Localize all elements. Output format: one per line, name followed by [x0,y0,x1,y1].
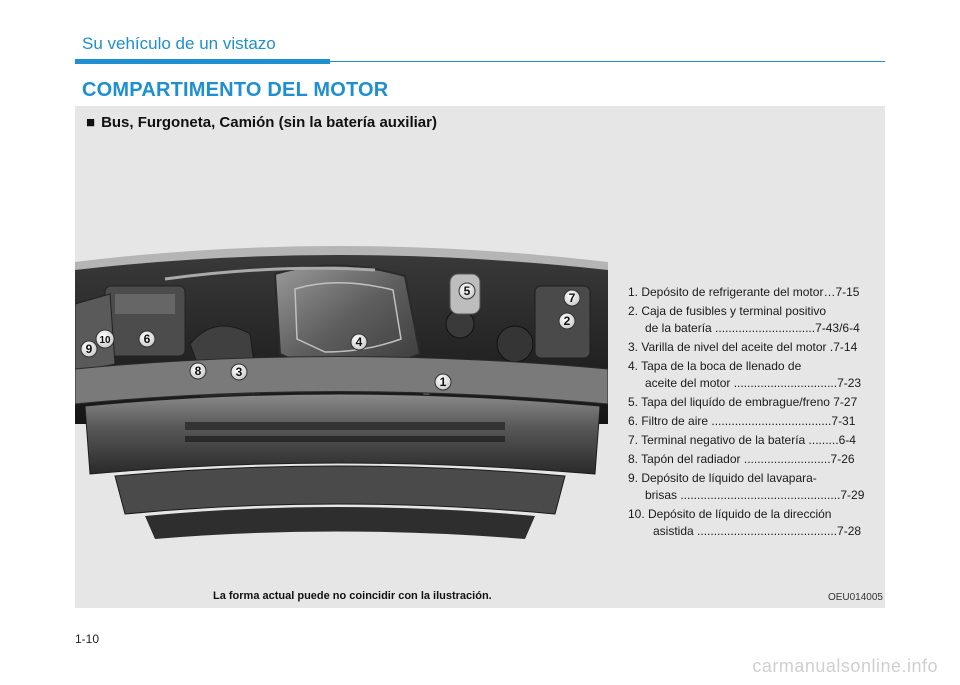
component-legend [628,284,880,542]
legend-item-text: 1. Depósito de refrigerante del motor…7-15 [628,285,860,299]
legend-item [628,358,880,392]
legend-item [628,413,880,430]
figure-subheading [86,114,437,131]
legend-item-text: 2. Caja de fusibles y terminal positivo [628,304,827,318]
watermark: carmanualsonline.info [752,656,938,676]
callout-8 [190,363,206,379]
callout-3 [231,364,247,380]
header-rule-thin [330,61,885,62]
svg-text:1: 1 [439,375,447,389]
svg-text:2: 2 [563,314,571,328]
section-title: Su vehículo de un vistazo [82,34,276,53]
legend-item [628,451,880,468]
callout-4 [351,334,367,350]
legend-item [628,303,880,337]
callout-9 [81,341,97,357]
figure-code: OEU014005 [827,592,883,603]
legend-item-text: 9. Depósito de líquido del lavapara- [628,471,817,485]
legend-item [628,470,880,504]
legend-item [628,339,880,356]
header-rule-thick [75,59,330,64]
svg-text:10: 10 [99,335,111,346]
svg-text:3: 3 [235,365,243,379]
legend-item-text-cont: asistida ..........................................7-28 [653,524,862,538]
svg-text:5: 5 [463,284,471,298]
page-heading: COMPARTIMENTO DEL MOTOR [82,79,389,101]
legend-item [628,394,880,411]
legend-item-text-cont: aceite del motor ...............................7-23 [645,376,862,390]
legend-item [628,432,880,449]
figure-panel [75,106,885,608]
svg-text:9: 9 [85,342,93,356]
callout-2 [559,313,575,329]
svg-text:4: 4 [355,335,363,349]
callout-10 [96,330,114,348]
svg-text:8: 8 [194,364,202,378]
legend-item-text: 10. Depósito de líquido de la dirección [628,507,832,521]
legend-item-text: 8. Tapón del radiador ..........................7-26 [628,452,855,466]
legend-item [628,506,880,540]
legend-item-text: 7. Terminal negativo de la batería .........6-4 [628,433,856,447]
page-number: 1-10 [75,632,100,646]
legend-item-text: 3. Varilla de nivel del aceite del motor .7-14 [628,340,858,354]
legend-item-text-cont: de la batería ..............................7-43/6-4 [645,321,860,335]
callout-5 [459,283,475,299]
svg-text:7: 7 [568,291,576,305]
figure-subheading-text: Bus, Furgoneta, Camión (sin la batería auxiliar) [101,114,437,131]
legend-item-text: 6. Filtro de aire ....................................7-31 [628,414,856,428]
callout-7 [564,290,580,306]
legend-item-text-cont: brisas ................................................7-29 [645,488,865,502]
engine-compartment-illustration [75,194,608,597]
callout-6 [139,331,155,347]
square-bullet-icon: ■ [86,114,96,131]
legend-item [628,284,880,301]
legend-item-text: 4. Tapa de la boca de llenado de [628,359,802,373]
svg-text:6: 6 [143,332,151,346]
callout-1 [435,374,451,390]
figure-caption: La forma actual puede no coincidir con la ilustración. [213,590,492,602]
legend-item-text: 5. Tapa del liquído de embrague/freno 7-27 [628,395,858,409]
